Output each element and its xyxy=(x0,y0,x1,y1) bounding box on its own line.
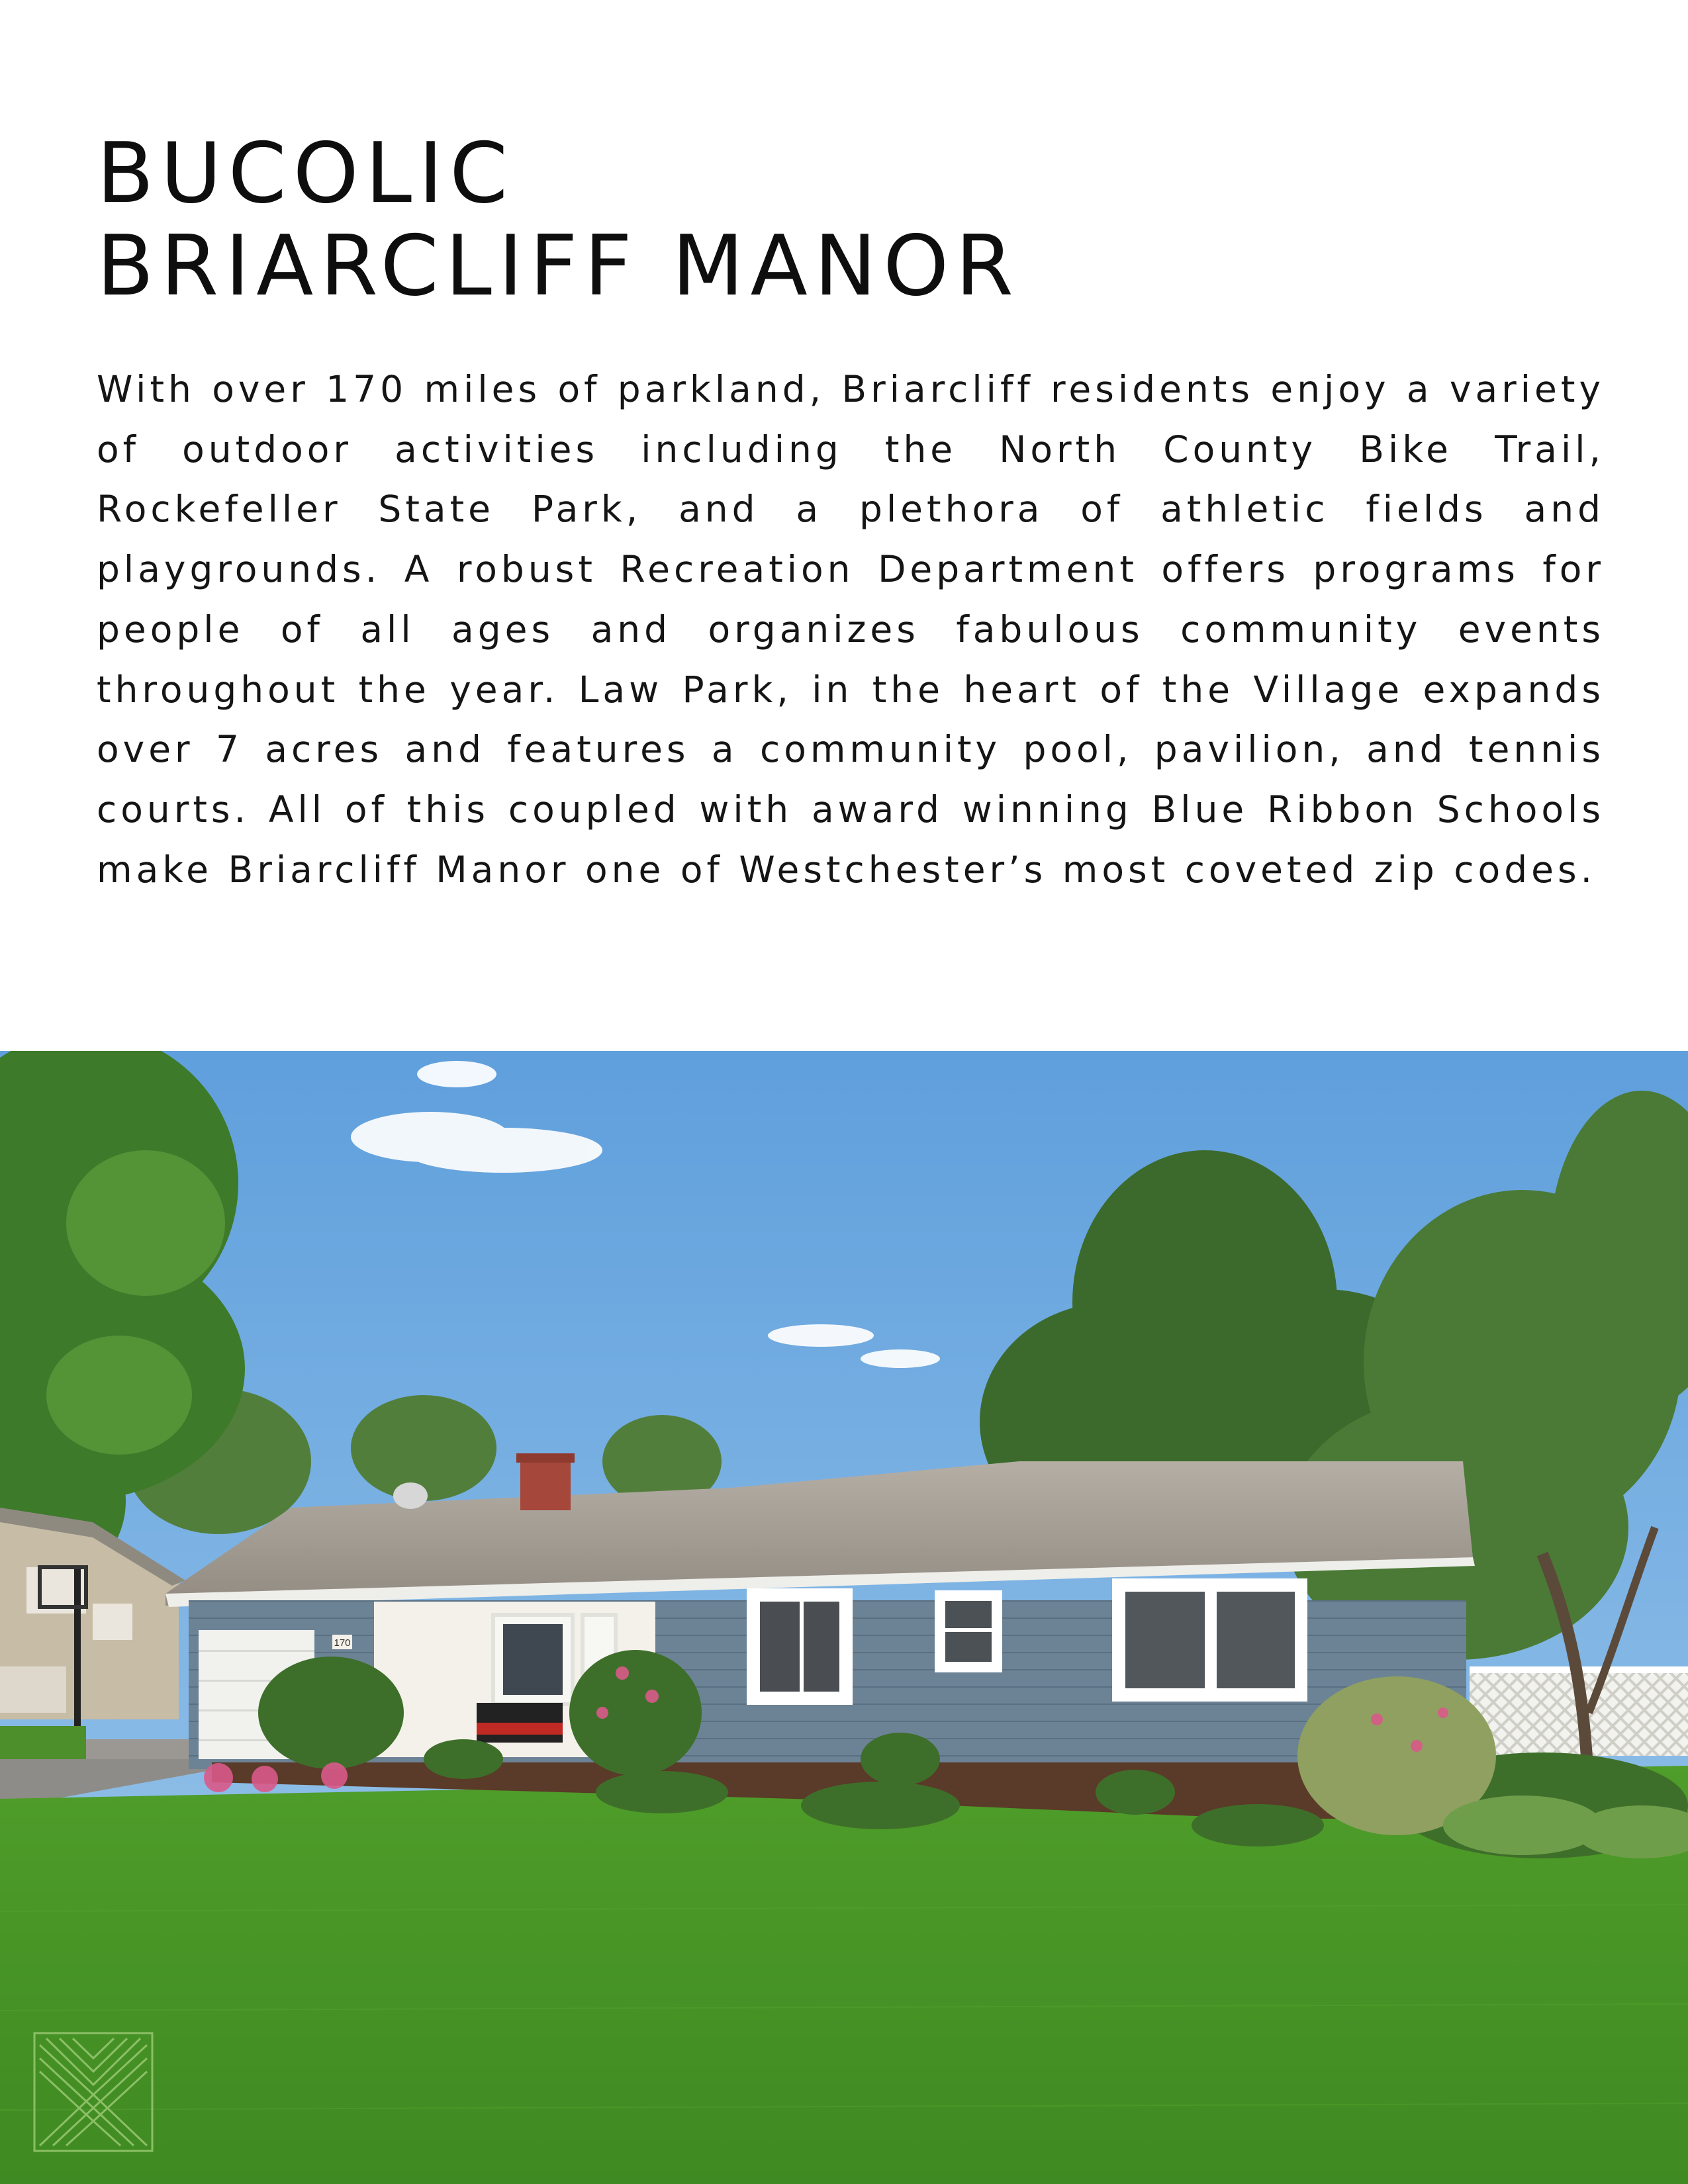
house-number: 170 xyxy=(334,1637,351,1649)
page-title xyxy=(97,124,1593,314)
body-paragraph: With over 170 miles of parkland, Briarcliff residents enjoy a variety of outdoor activities including the North County Bike Trail, Rockefeller State Park, and a plethora of athletic fields and playgrounds. A robust Recreation Department offers programs for people of all ages and organizes fabulous community events throughout the year. Law Park, in the heart of the Village expands over 7 acres and features a community pool, pavilion, and tennis courts. All of this coupled with award winning Blue Ribbon Schools make Briarcliff Manor one of Westchester’s most coveted zip codes. xyxy=(97,368,1605,891)
house-photo xyxy=(0,1051,1688,2184)
title-line-1: BUCOLIC xyxy=(97,124,515,222)
title-line-2: BRIARCLIFF MANOR xyxy=(97,217,1020,314)
brand-logo-icon xyxy=(33,2032,154,2152)
